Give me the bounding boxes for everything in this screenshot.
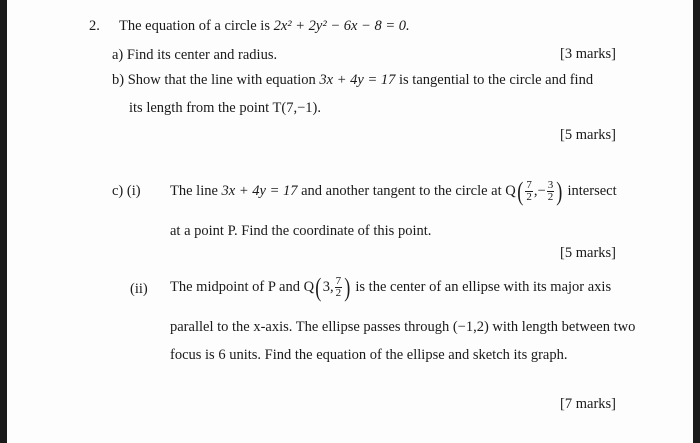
part-c-ii-line2: parallel to the x-axis. The ellipse passes through (−1,2) with length between two <box>170 319 636 335</box>
part-b-line2: its length from the point T(7,−1). <box>129 100 321 116</box>
part-c-ii-label: (ii) <box>130 281 148 297</box>
part-b-label: b) <box>112 72 125 88</box>
part-c-label: c) <box>112 183 124 199</box>
part-b-marks: [5 marks] <box>560 127 616 143</box>
point-q-y: $\frac{3}{2}$ <box>547 179 554 204</box>
question-intro: The equation of a circle is 2x² + 2y² − 6x − 8 = 0. <box>119 18 410 34</box>
point-q-x: $\frac{7}{2}$ <box>526 179 532 204</box>
part-c-i-label: (i) <box>126 183 141 199</box>
point-t: T(7,−1). <box>272 100 321 116</box>
part-c-i-text: The line 3x + 4y = 17 and another tangent to the circle at Q( $\frac{7}{2}$ ,− $\frac{3}{2}$ ) intersect <box>170 176 617 206</box>
part-a <box>112 46 277 64</box>
part-a-text: Find its center and radius. <box>126 47 278 63</box>
part-c-ii-text: The midpoint of P and Q(3, $\frac{7}{2}$ ) is the center of an ellipse with its major axis <box>170 272 612 302</box>
question-page <box>7 0 693 443</box>
part-c-ii-line3: focus is 6 units. Find the equation of the ellipse and sketch its graph. <box>170 347 568 363</box>
point-q2-y: $\frac{7}{2}$ <box>335 275 342 300</box>
question-number: 2. <box>89 18 100 34</box>
tangent-line-equation: 3x + 4y = 17 <box>319 72 396 88</box>
part-c-i-labels <box>112 182 141 200</box>
part-b: b) Show that the line with equation 3x + 4y = 17 is tangential to the circle and find <box>112 72 594 88</box>
part-c-ii-marks: [7 marks] <box>560 396 616 412</box>
part-a-label: a) <box>112 47 124 63</box>
part-c-i-marks: [5 marks] <box>560 245 616 261</box>
part-a-marks: [3 marks] <box>560 46 616 62</box>
circle-equation: 2x² + 2y² − 6x − 8 = 0. <box>273 18 410 34</box>
part-c-i-line2: at a point P. Find the coordinate of this point. <box>170 223 432 239</box>
